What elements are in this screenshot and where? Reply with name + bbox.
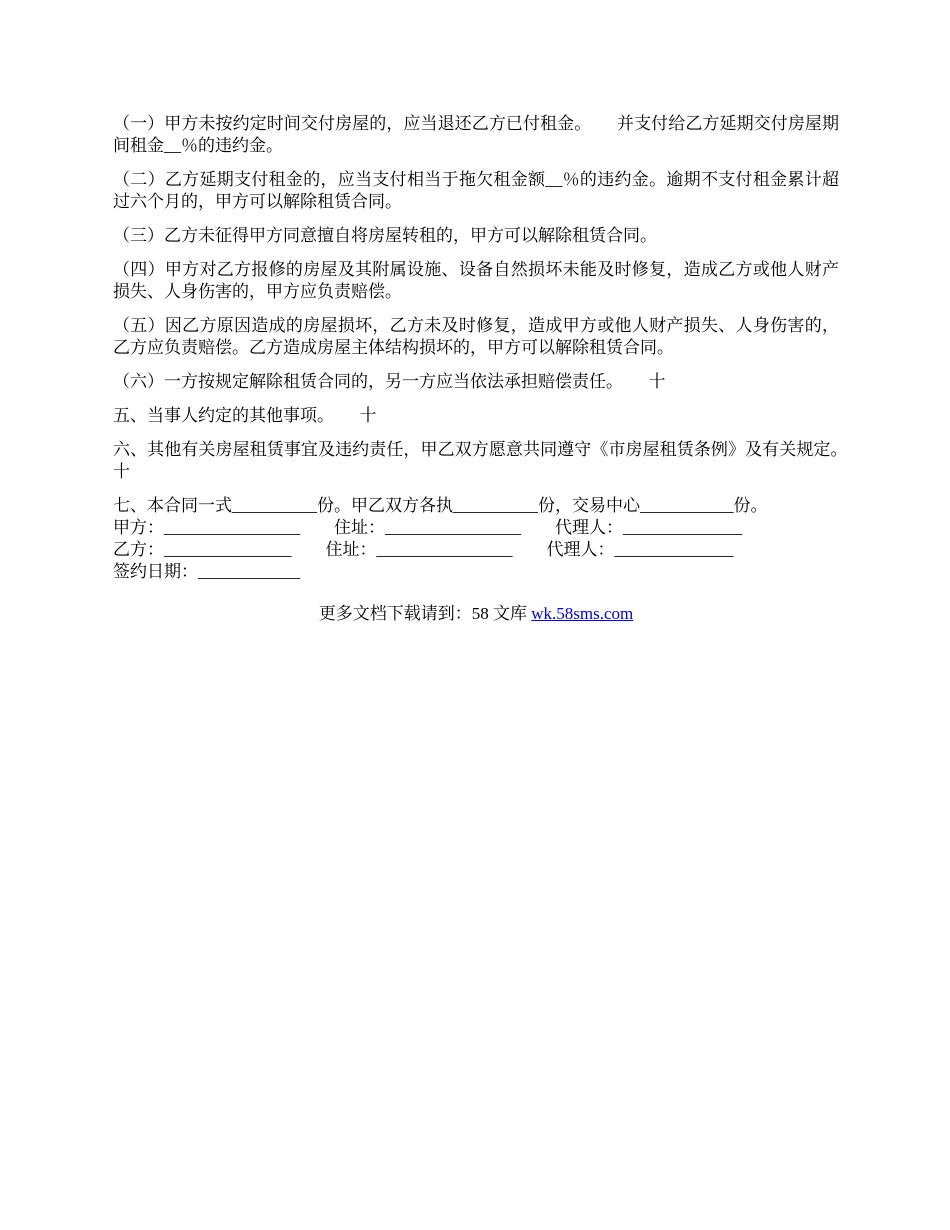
party-b-line: 乙方：_______________ 住址：________________ 代理人：______________ <box>113 540 734 559</box>
clause-3: （三）乙方未征得甲方同意擅自将房屋转租的，甲方可以解除租赁合同。 <box>113 226 657 245</box>
clause-2: （二）乙方延期支付租金的，应当支付相当于拖欠租金额__％的违约金。逾期不支付租金累计超过六个月的，甲方可以解除租赁合同。 <box>113 170 839 211</box>
clause-6: （六）一方按规定解除租赁合同的，另一方应当依法承担赔偿责任。 十 <box>113 372 666 391</box>
clause-4: （四）甲方对乙方报修的房屋及其附属设施、设备自然损坏未能及时修复，造成乙方或他人财产损失、人身伤害的，甲方应负责赔偿。 <box>113 260 839 301</box>
signature-block <box>113 495 839 583</box>
section-other-provisions: 六、其他有关房屋租赁事宜及违约责任，甲乙双方愿意共同遵守《市房屋租赁条例》及有关规定。 十 <box>113 440 873 481</box>
footer-link[interactable]: wk.58sms.com <box>531 604 634 623</box>
copies-line: 七、本合同一式__________份。甲乙双方各执__________份，交易中心___________份。 <box>113 496 768 515</box>
section-other-matters: 五、当事人约定的其他事项。 十 <box>113 406 377 425</box>
document-body <box>113 113 873 625</box>
clause-5: （五）因乙方原因造成的房屋损坏，乙方未及时修复，造成甲方或他人财产损失、人身伤害的，乙方应负责赔偿。乙方造成房屋主体结构损坏的，甲方可以解除租赁合同。 <box>113 316 839 357</box>
signing-date-line: 签约日期：____________ <box>113 562 300 581</box>
download-footer <box>113 603 839 625</box>
clause-1: （一）甲方未按约定时间交付房屋的，应当退还乙方已付租金。 并支付给乙方延期交付房屋期间租金__％的违约金。 <box>113 114 839 155</box>
footer-text: 更多文档下载请到：58 文库 <box>318 604 532 623</box>
party-a-line: 甲方：________________ 住址：________________ 代理人：______________ <box>113 518 742 537</box>
